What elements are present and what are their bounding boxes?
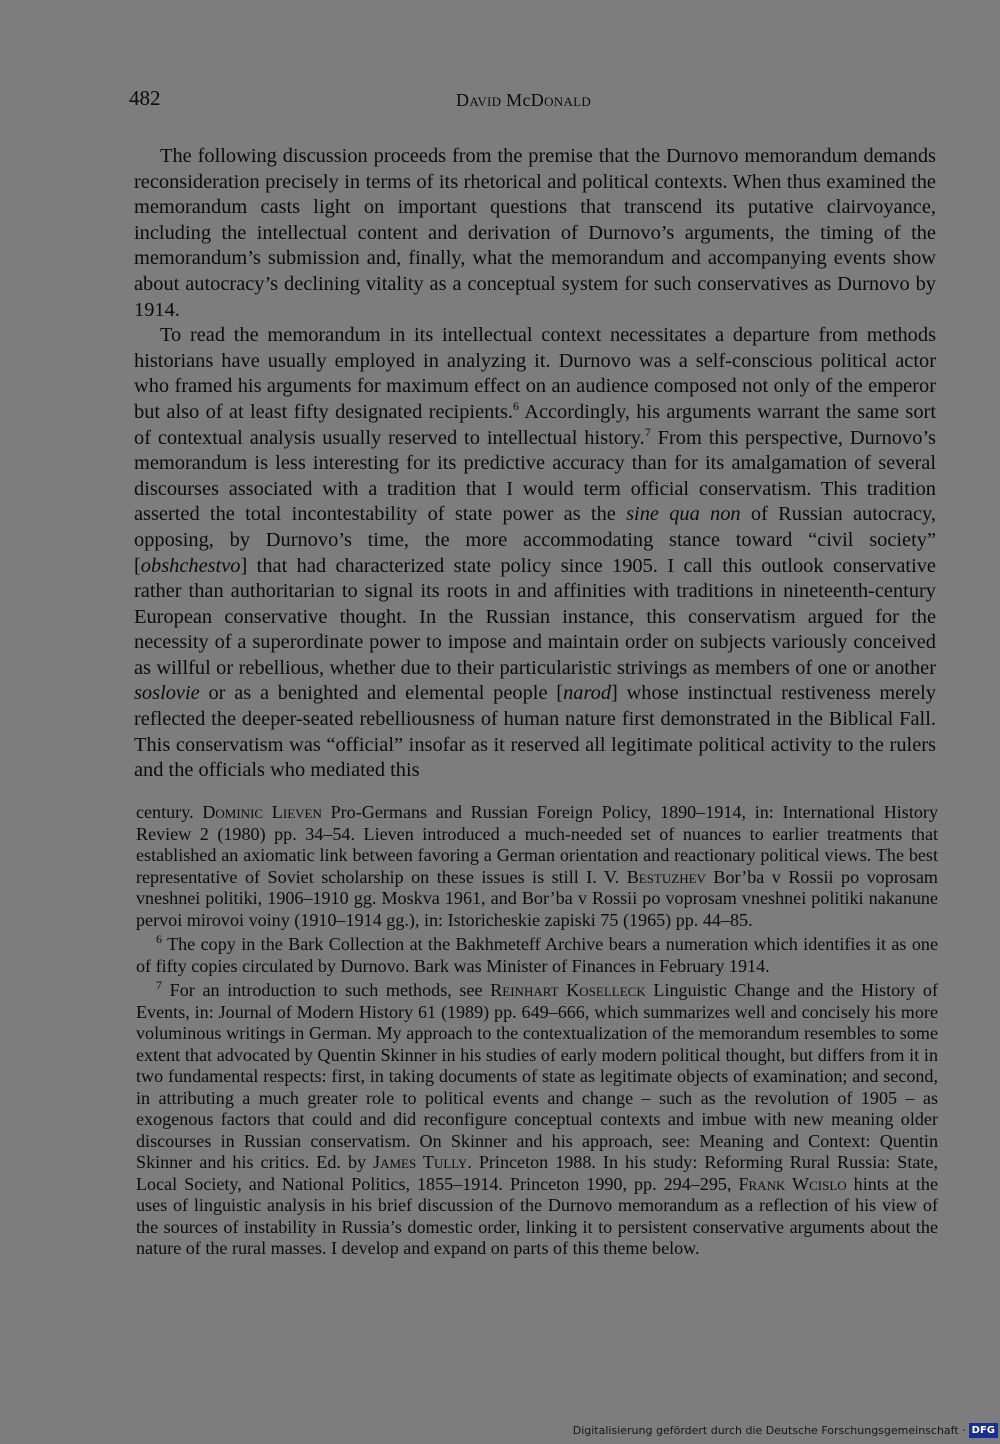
text-run: Linguistic Change and the History of Events, in: Journal of Modern History 61 (1989) pp. 649–666, which summarizes well and concisely his more voluminous writings in German. My approach to the contextualization of the memorandum resembles to some extent that advocated by Quentin Skinner in his studies of early modern political thought, but differs from it in two fundamental respects: first, in taking documents of state as legitimate objects of examination; and second, in attributing a much greater role to political events and change – such as the revolution of 1905 – as exogenous factors that could and did reconfigure conceptual contexts and imbue with new meaning older discourses in Russian conservatism. On Skinner and his approach, see: Meaning and Context: Quentin Skinner and his critics. Ed. by [136, 980, 938, 1172]
cited-author: James Tully [373, 1152, 468, 1172]
text-run: century. [136, 802, 203, 822]
footnote-continuation [136, 802, 938, 931]
text-run: . Princeton 1988. In his study: Reforming Rural Russia: State, Local Society, and National Politics, 1855–1914. Princeton 1990, pp. 294–295, [136, 1152, 938, 1194]
footnote-mark: 7 [156, 977, 162, 992]
author-name-part: avid [469, 90, 502, 110]
cited-author: Bestuzhev [626, 866, 706, 887]
text-run: of Russian autocracy, opposing, by Durnovo’s time, the more accommodating stance toward “civil society” [ [134, 503, 936, 577]
dfg-banner-text: Digitalisierung gefördert durch die Deutsche Forschungsgemeinschaft · [572, 1424, 966, 1437]
italic-term: obshchestvo [140, 554, 241, 577]
cited-author: Dominic Lieven [202, 802, 322, 822]
italic-term: sine qua non [626, 503, 741, 526]
cited-author: Reinhart Koselleck [490, 980, 646, 1000]
text-run: or as a benighted and elemental people [ [199, 682, 564, 705]
italic-term: soslovie [134, 682, 200, 705]
footnote-ref: 6 [513, 399, 520, 414]
running-head [456, 90, 591, 111]
body-text [134, 144, 936, 784]
author-name-part: onald [544, 90, 592, 110]
paragraph [134, 323, 936, 784]
italic-term: narod [563, 682, 612, 705]
text-run: ] that had characterized state policy since 1905. I call this outlook conservative rather than authoritarian to signal its roots in and affinities with traditions in nineteenth-century European conservative thought. In the Russian instance, this conservatism argued for the necessity of a superordinate power to impose and maintain order on subjects variously conceived as willful or rebellious, whether due to their particularistic strivings as members of one or another [134, 554, 936, 679]
author-name-part: D [456, 90, 470, 110]
author-name-part: McD [506, 90, 545, 110]
text-run: The copy in the Bark Collection at the Bakhmeteff Archive bears a numeration which identifies it as one of fifty copies circulated by Durnovo. Bark was Minister of Finances in February 1914. [136, 934, 938, 976]
footnote-7 [136, 977, 938, 1260]
text-run: For an introduction to such methods, see [162, 980, 491, 1000]
paragraph: The following discussion proceeds from the premise that the Durnovo memorandum demands reconsideration precisely in terms of its rhetorical and political contexts. When thus examined the memorandum casts light on important questions that transcend its putative clairvoyance, including the intellectual content and derivation of Durnovo’s arguments, the timing of the memorandum’s submission and, finally, what the memorandum and accompanying events show about autocracy’s declining vitality as a conceptual system for such conservatives as Durnovo by 1914. [134, 145, 936, 321]
text-run: From this perspective, Durnovo’s memorandum is less interesting for its predictive accuracy than for its amalgamation of several discourses associated with a tradition that I would term official conservatism. This tradition asserted the total incontestability of state power as the [134, 426, 936, 526]
footnote-mark: 6 [156, 931, 162, 946]
footnote-6 [136, 931, 938, 977]
dfg-banner [573, 1423, 998, 1438]
text-run: ] whose instinctual restiveness merely reflected the deeper-seated rebelliousness of human nature first demonstrated in the Biblical Fall. This conservatism was “official” insofar as it reserved all legitimate political activity to the rulers and the officials who mediated this [134, 682, 936, 782]
page-number: 482 [129, 86, 161, 110]
text-run: Pro-Germans and Russian Foreign Policy, 1890–1914, in: International History Review 2 (1980) pp. 34–54. Lieven introduced a much-needed set of nuances to earlier treatments that established an axiomatic link between favoring a German orientation and reactionary political views. The best representative of Soviet scholarship on these issues is still I. V. [136, 802, 938, 887]
text-run: Accordingly, his arguments warrant the same sort of contextual analysis usually reserved to intellectual history. [134, 400, 936, 449]
cited-author: Frank Wcislo [738, 1173, 847, 1194]
dfg-logo: DFG [969, 1423, 998, 1438]
footnotes [136, 802, 938, 1263]
text-run: To read the memorandum in its intellectual context necessitates a departure from methods historians have usually employed in analyzing it. Durnovo was a self-conscious political actor who framed his arguments for maximum effect on an audience composed not only of the emperor but also of at least fifty designated recipients. [134, 324, 936, 423]
text-run: hints at the uses of linguistic analysis in his brief discussion of the Durnovo memorandum as a reflection of his view of the sources of instability in Russia’s domestic order, linking it to persistent conservative arguments about the nature of the rural masses. I develop and expand on parts of this theme below. [136, 1173, 938, 1258]
text-run: Bor’ba v Rossii po voprosam vneshnei politiki, 1906–1910 gg. Moskva 1961, and Bor’ba v Rossii po voprosam vneshnei politiki nakanune pervoi mirovoi voiny (1910–1914 gg.), in: Istoricheskie zapiski 75 (1965) pp. 44–85. [136, 866, 938, 930]
footnote-ref: 7 [644, 424, 651, 439]
